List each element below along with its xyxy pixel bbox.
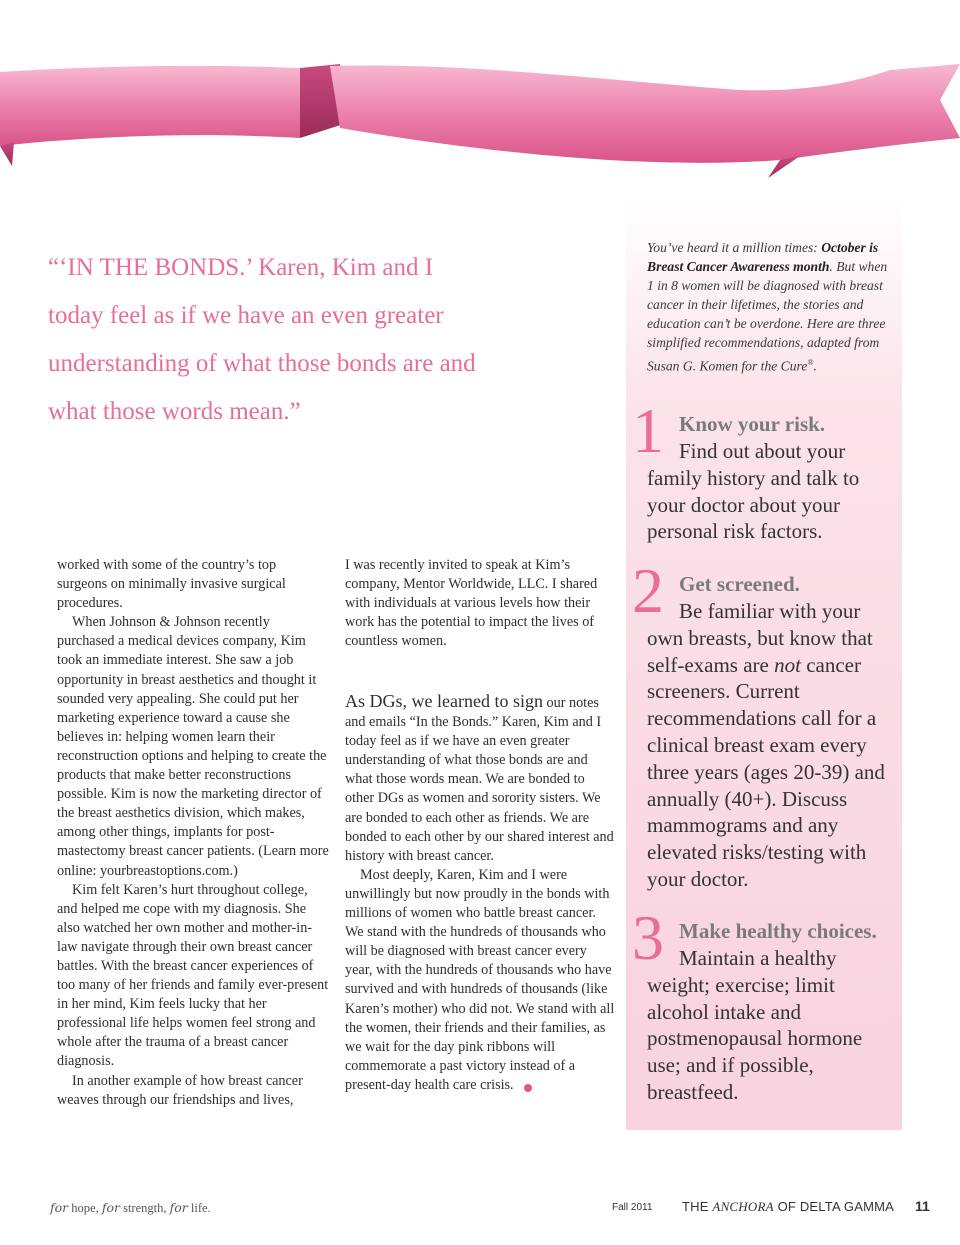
article-column-left [57, 556, 329, 1110]
magazine-title: THE ANCHORA OF DELTA GAMMA [682, 1199, 895, 1214]
sidebar-intro: You’ve heard it a million times: October is Breast Cancer Awareness month. But when 1 in 8 women will be diagnosed with breast cancer in their lifetimes, the stories and education can’t be overdone. Here are three simplified recommendations, adapted from Susan G. Komen for the Cure®. [647, 240, 888, 374]
tip-title: Get screened. [679, 572, 800, 596]
end-mark-dot-icon [524, 1084, 532, 1092]
tip-body: Find out about your family history and talk to your doctor about your personal risk factors. [647, 439, 860, 544]
article-column-middle-bottom [345, 692, 617, 1095]
tip-know-your-risk [632, 395, 894, 545]
tip-body: Maintain a healthy weight; exercise; limit alcohol intake and postmenopausal hormone use; and if possible, breastfeed. [647, 946, 863, 1104]
tip-number: 3 [632, 902, 664, 973]
tip-title: Know your risk. [679, 412, 826, 436]
article-paragraph: Kim felt Karen’s hurt throughout college, and helped me cope with my diagnosis. She also watched her own mother and mother-in-law navigate through their own breast cancer battles. With the breast cancer experiences of too many of her friends and family ever-present in her mind, Kim feels lucky that her professional life helps women feel strong and whole after the trauma of a breast cancer diagnosis. [57, 881, 329, 1070]
footer-publication [612, 1198, 932, 1218]
article-paragraph: As DGs, we learned to sign our notes and emails “In the Bonds.” Karen, Kim and I today feel as if we have an even greater understanding of what those bonds are and what those words mean. We are bonded to other DGs as women and sorority sisters. We are bonded to each other as friends. We are bonded to each other by our shared interest and history with breast cancer. [345, 691, 614, 864]
tip-body: Be familiar with your own breasts, but know that self-exams are not cancer screeners. Current recommendations call for a clinical breast exam every three years (ages 20-39) and annually (40+). Discuss mammograms and any elevated risks/testing with your doctor. [647, 599, 885, 891]
article-paragraph: In another example of how breast cancer weaves through our friendships and lives, [57, 1072, 303, 1108]
lead-in-text: As DGs, we learned to sign [345, 691, 543, 711]
article-paragraph: I was recently invited to speak at Kim’s company, Mentor Worldwide, LLC. I shared with individuals at various levels how their work has the potential to impact the lives of countless women. [345, 557, 598, 650]
tip-number: 1 [632, 395, 664, 466]
article-paragraph-final: Most deeply, Karen, Kim and I were unwillingly but now proudly in the bonds with millions of women who battle breast cancer. We stand with the hundreds of thousands who will be diagnosed with breast cancer every year, with the hundreds of thousands who have survived and with hundreds of thousands (like Karen’s mother) who did not. We stand with all the women, their friends and their families, as we wait for the day pink ribbons will commemorate a past victory instead of a present-day health care crisis. [345, 866, 615, 1093]
article-paragraph: worked with some of the country’s top surgeons on minimally invasive surgical procedures. [57, 557, 286, 612]
tip-make-healthy-choices [632, 902, 894, 1106]
page-number: 11 [915, 1198, 930, 1214]
article-column-middle-top [345, 556, 617, 651]
issue-season: Fall 2011 [612, 1202, 653, 1213]
tip-title: Make healthy choices. [679, 919, 877, 943]
article-paragraph: When Johnson & Johnson recently purchased a medical devices company, Kim took an immediate interest. She saw a job opportunity in breast aesthetics and thought it sounded very appealing. She could put her marketing experience toward a cause she believes in: helping women learn their reconstruction options and helping to create the products that make better reconstructions possible. Kim is now the marketing director of the breast aesthetics division, which makes, among other things, implants for post-mastectomy breast cancer patients. (Learn more online: yourbreastoptions.com.) [57, 614, 329, 879]
tip-get-screened [632, 555, 894, 893]
tip-number: 2 [632, 555, 664, 626]
pull-quote: “‘IN THE BONDS.’ Karen, Kim and I today feel as if we have an even greater understanding of what those bonds are and what those words mean.” [48, 254, 476, 425]
footer-tagline: for hope, for strength, for life. [50, 1200, 211, 1215]
pink-ribbon-banner [0, 60, 960, 190]
